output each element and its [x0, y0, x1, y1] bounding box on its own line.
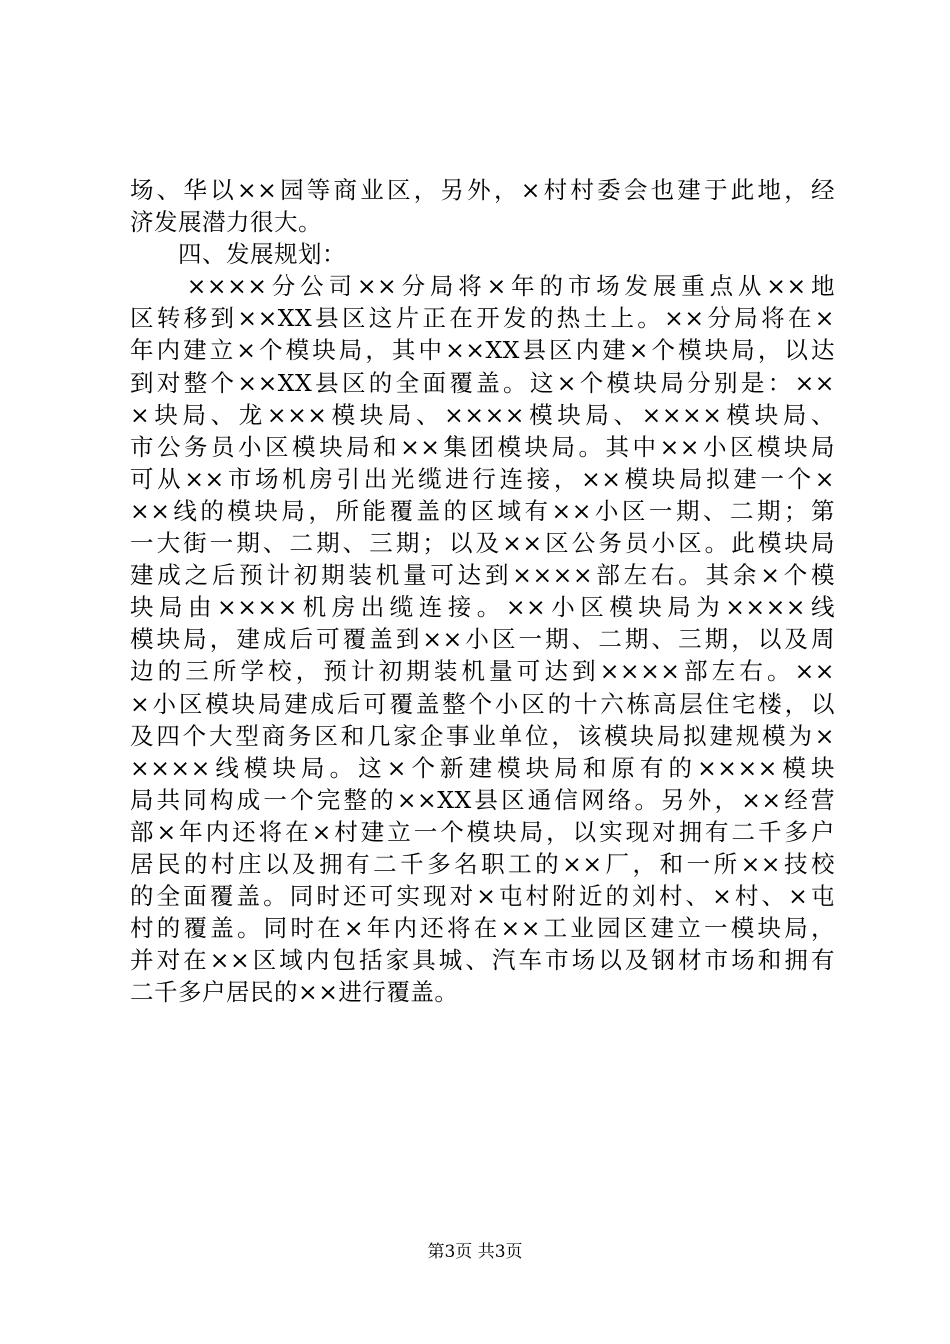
- text-line: 市公务员小区模块局和××集团模块局。其中××小区模块局: [130, 432, 835, 461]
- text-line: 可从××市场机房引出光缆进行连接，××模块局拟建一个×: [130, 464, 835, 493]
- text-line: 部×年内还将在×村建立一个模块局，以实现对拥有二千多户: [130, 817, 835, 846]
- text-line: 居民的村庄以及拥有二千多名职工的××厂，和一所××技校: [130, 849, 835, 878]
- text-line: 局共同构成一个完整的××XX县区通信网络。另外，××经营: [130, 785, 835, 814]
- text-line: 济发展潜力很大。: [130, 208, 322, 237]
- text-line: 场、华以××园等商业区，另外，×村村委会也建于此地，经: [130, 176, 835, 204]
- text-line: ××××线模块局。这×个新建模块局和原有的××××模块: [130, 753, 835, 782]
- section-heading: 四、发展规划：: [130, 240, 346, 269]
- text-line: 区转移到××XX县区这片正在开发的热土上。××分局将在×: [130, 304, 835, 333]
- text-line: ×小区模块局建成后可覆盖整个小区的十六栋高层住宅楼，以: [130, 689, 835, 718]
- text-line: 边的三所学校，预计初期装机量可达到××××部左右。××: [130, 657, 835, 686]
- page-number-footer: 第3页 共3页: [427, 1242, 523, 1262]
- text-line: 二千多户居民的××进行覆盖。: [130, 978, 459, 1007]
- text-line: 并对在××区域内包括家具城、汽车市场以及钢材市场和拥有: [130, 946, 835, 975]
- text-line: ××线的模块局，所能覆盖的区域有××小区一期、二期；第: [130, 496, 835, 525]
- body-text: [130, 174, 835, 1008]
- text-line: 村的覆盖。同时在×年内还将在××工业园区建立一模块局，: [130, 914, 835, 943]
- text-line: 块局由××××机房出缆连接。××小区模块局为××××线: [130, 593, 835, 622]
- text-line: 一大街一期、二期、三期；以及××区公务员小区。此模块局: [130, 529, 835, 558]
- text-line: 的全面覆盖。同时还可实现对×屯村附近的刘村、×村、×屯: [130, 882, 835, 911]
- text-line: 到对整个××XX县区的全面覆盖。这×个模块局分别是：××: [130, 368, 835, 397]
- text-line: 年内建立×个模块局，其中××XX县区内建×个模块局，以达: [130, 336, 835, 365]
- text-line: 建成之后预计初期装机量可达到××××部左右。其余×个模: [130, 561, 835, 590]
- text-line: 及四个大型商务区和几家企事业单位，该模块局拟建规模为×: [130, 721, 835, 750]
- text-line: ×块局、龙×××模块局、××××模块局、××××模块局、: [130, 400, 835, 429]
- text-line: ××××分公司××分局将×年的市场发展重点从××地: [130, 272, 835, 301]
- text-line: 模块局，建成后可覆盖到××小区一期、二期、三期，以及周: [130, 625, 835, 654]
